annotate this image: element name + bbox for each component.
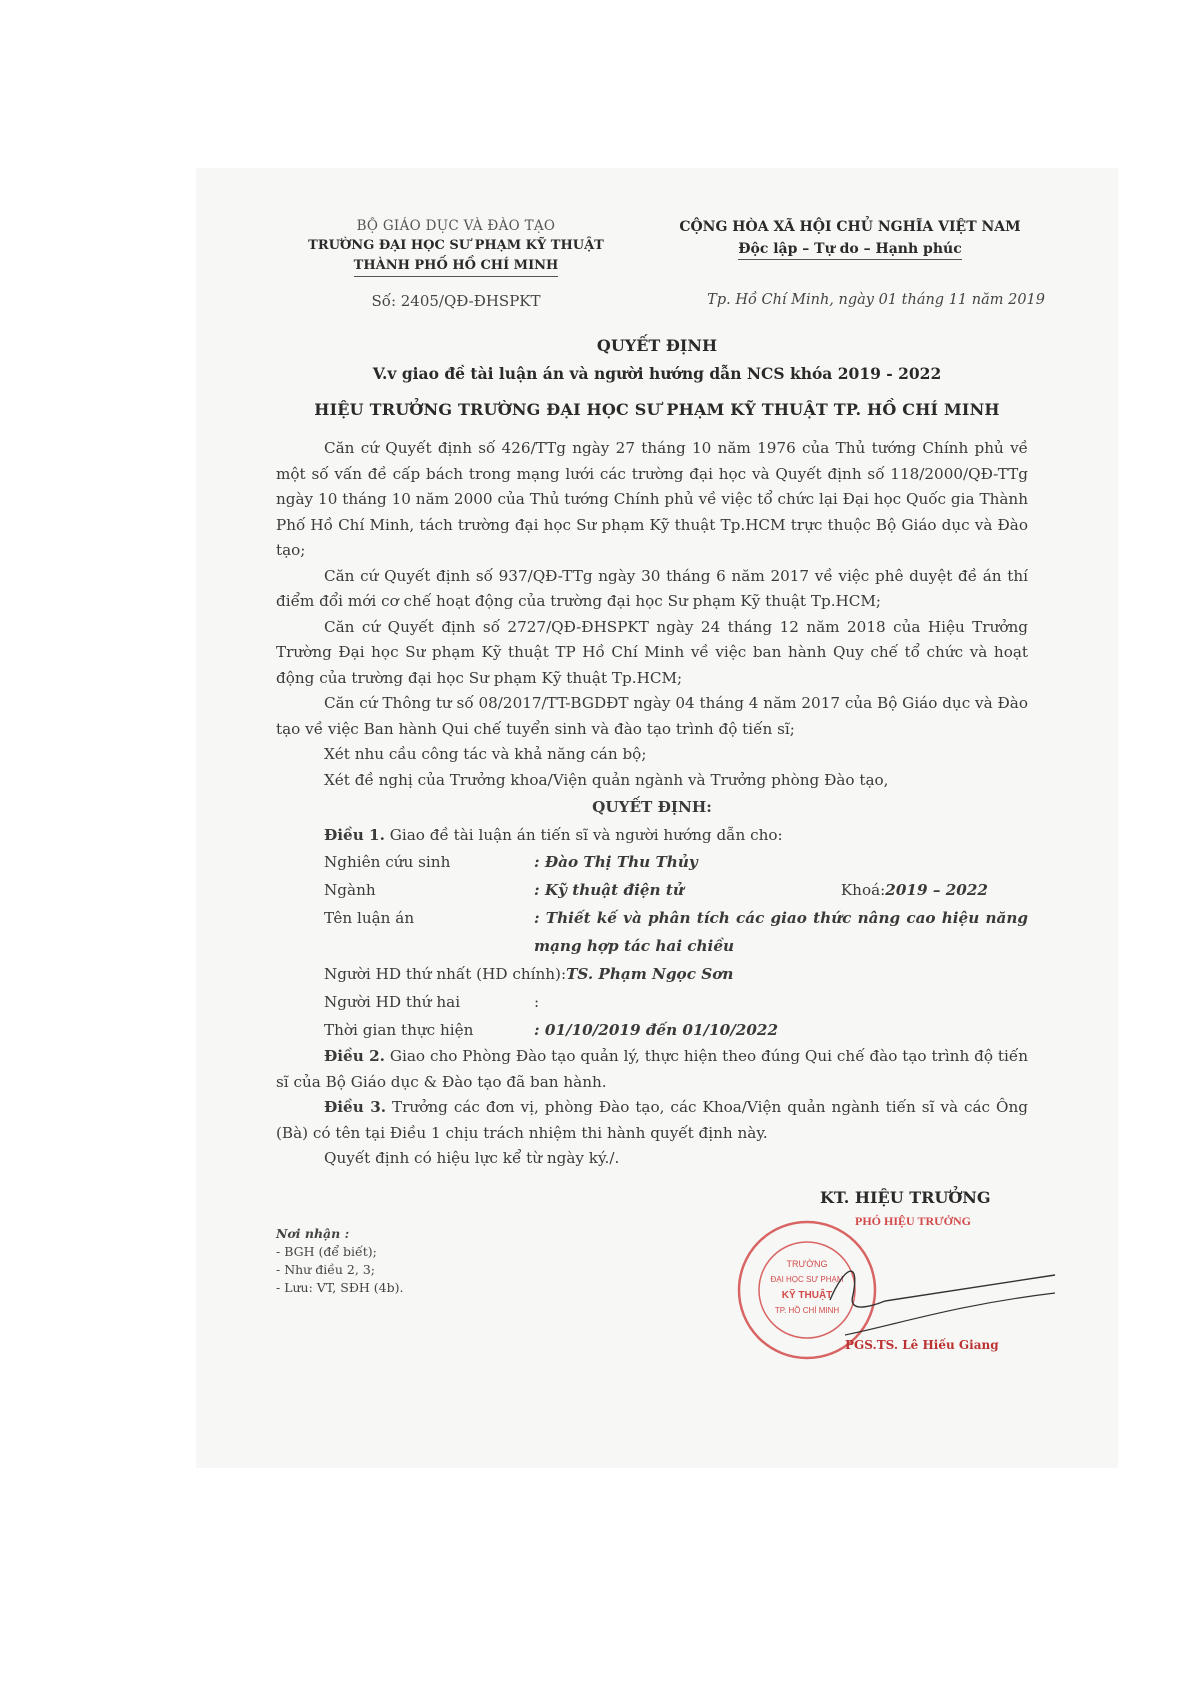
signature-stroke	[830, 1271, 1055, 1307]
signature-title: KT. HIỆU TRƯỞNG	[820, 1188, 991, 1207]
decision-body	[276, 436, 1028, 1172]
advisor2-value: :	[534, 993, 540, 1011]
issuing-authority: HIỆU TRƯỞNG TRƯỜNG ĐẠI HỌC SƯ PHẠM KỸ THUẬT TP. HỒ CHÍ MINH	[314, 400, 1000, 419]
advisor1-value: TS. Phạm Ngọc Sơn	[566, 965, 734, 983]
stamp-text: KỸ THUẬT	[781, 1290, 833, 1301]
course-label: Khoá:	[840, 881, 886, 899]
article-3-label: Điều 3.	[324, 1098, 387, 1116]
effective-clause: Quyết định có hiệu lực kể từ ngày ký./.	[324, 1149, 620, 1167]
major-label: Ngành	[324, 881, 376, 899]
preamble-paragraph: Căn cứ Quyết định số 426/TTg ngày 27 tháng 10 năm 1976 của Thủ tướng Chính phủ về một số vấn đề cấp bách trong mạng lưới các trường đại học và Quyết định số 118/2000/QĐ-TTg ngày 10 tháng 10 năm 2000 của Thủ tướng Chính phủ về việc tổ chức lại Đại học Quốc gia Thành Phố Hồ Chí Minh, tách trường đại học Sư phạm Kỹ thuật Tp.HCM trực thuộc Bộ Giáo dục và Đào tạo;	[276, 439, 1028, 559]
recipient-item: - Như điều 2, 3;	[276, 1262, 375, 1277]
article-1-text: Giao đề tài luận án tiến sĩ và người hướng dẫn cho:	[384, 825, 783, 844]
time-value: : 01/10/2019 đến 01/10/2022	[534, 1021, 779, 1039]
signature-stroke	[845, 1293, 1055, 1335]
recipient-item: - Lưu: VT, SĐH (4b).	[276, 1280, 404, 1295]
stamp-text: TP. HỒ CHÍ MINH	[774, 1306, 840, 1315]
advisor2-row	[276, 988, 1028, 1016]
decision-number: Số: 2405/QĐ-ĐHSPKT	[371, 292, 541, 310]
university-name-line2: THÀNH PHỐ HỒ CHÍ MINH	[354, 256, 559, 277]
article-1	[276, 823, 1028, 849]
article-3	[276, 1095, 1028, 1146]
republic-name: CỘNG HÒA XÃ HỘI CHỦ NGHĨA VIỆT NAM	[679, 219, 1021, 235]
preamble-paragraph: Căn cứ Quyết định số 2727/QĐ-ĐHSPKT ngày 24 tháng 12 năm 2018 của Hiệu Trưởng Trường Đại học Sư phạm Kỹ thuật TP Hồ Chí Minh về việc ban hành Quy chế tổ chức và hoạt động của trường đại học Sư phạm Kỹ thuật Tp.HCM;	[276, 617, 1028, 687]
article-1-label: Điều 1.	[324, 825, 385, 844]
advisor1-row	[276, 960, 1028, 988]
article-3-text: Trưởng các đơn vị, phòng Đào tạo, các Khoa/Viện quản ngành tiến sĩ và các Ông (Bà) có tên tại Điều 1 chịu trách nhiệm thi hành quyết định này.	[276, 1098, 1028, 1142]
recipients-block	[276, 1225, 403, 1297]
document-title: QUYẾT ĐỊNH	[596, 336, 718, 355]
national-header	[660, 216, 1040, 260]
preamble-paragraph: Xét đề nghị của Trưởng khoa/Viện quản ngành và Trưởng phòng Đào tạo,	[324, 770, 889, 789]
recipients-title: Nơi nhận :	[276, 1226, 350, 1241]
time-label: Thời gian thực hiện	[324, 1021, 474, 1039]
preamble-paragraph: Xét nhu cầu công tác và khả năng cán bộ;	[324, 745, 647, 763]
recipient-item: - BGH (để biết);	[276, 1244, 377, 1259]
place-date: Tp. Hồ Chí Minh, ngày 01 tháng 11 năm 2019	[707, 292, 1045, 308]
university-name-line1: TRƯỜNG ĐẠI HỌC SƯ PHẠM KỸ THUẬT	[308, 238, 604, 253]
preamble-paragraph: Căn cứ Thông tư số 08/2017/TT-BGDĐT ngày 04 tháng 4 năm 2017 của Bộ Giáo dục và Đào tạo về việc Ban hành Qui chế tuyển sinh và đào tạo trình độ tiến sĩ;	[276, 694, 1028, 738]
deputy-title: PHÓ HIỆU TRƯỞNG	[855, 1214, 972, 1228]
national-motto: Độc lập – Tự do – Hạnh phúc	[738, 239, 961, 260]
issuer-block	[256, 216, 656, 277]
advisor2-label: Người HD thứ hai	[324, 993, 461, 1011]
thesis-value: : Thiết kế và phân tích các giao thức nâng cao hiệu năng mạng hợp tác hai chiều	[534, 909, 1028, 955]
ministry-name: BỘ GIÁO DỤC VÀ ĐÀO TẠO	[356, 218, 556, 234]
course-value: 2019 – 2022	[885, 881, 988, 899]
decide-heading: QUYẾT ĐỊNH:	[592, 798, 712, 816]
major-row	[276, 876, 1028, 904]
major-value: : Kỹ thuật điện tử	[534, 881, 684, 899]
student-label: Nghiên cứu sinh	[324, 853, 451, 871]
article-2-text: Giao cho Phòng Đào tạo quản lý, thực hiện theo đúng Qui chế đào tạo trình độ tiến sĩ của Bộ Giáo dục & Đào tạo đã ban hành.	[276, 1047, 1028, 1091]
stamp-text: ĐẠI HỌC SƯ PHẠM	[770, 1275, 844, 1284]
signer-name: PGS.TS. Lê Hiếu Giang	[845, 1338, 999, 1352]
article-2	[276, 1044, 1028, 1095]
time-row	[276, 1016, 1028, 1044]
stamp-text: TRƯỜNG	[786, 1259, 828, 1269]
thesis-label: Tên luận án	[324, 909, 415, 927]
student-row	[276, 848, 1028, 876]
thesis-row	[276, 904, 1028, 960]
article-2-label: Điều 2.	[324, 1047, 385, 1065]
document-subtitle: V.v giao đề tài luận án và người hướng dẫn NCS khóa 2019 - 2022	[372, 364, 942, 383]
advisor1-label: Người HD thứ nhất (HD chính):	[324, 965, 567, 983]
preamble-paragraph: Căn cứ Quyết định số 937/QĐ-TTg ngày 30 tháng 6 năm 2017 về việc phê duyệt đề án thí điểm đổi mới cơ chế hoạt động của trường đại học Sư phạm Kỹ thuật Tp.HCM;	[276, 566, 1028, 610]
student-value: : Đào Thị Thu Thủy	[534, 853, 698, 871]
